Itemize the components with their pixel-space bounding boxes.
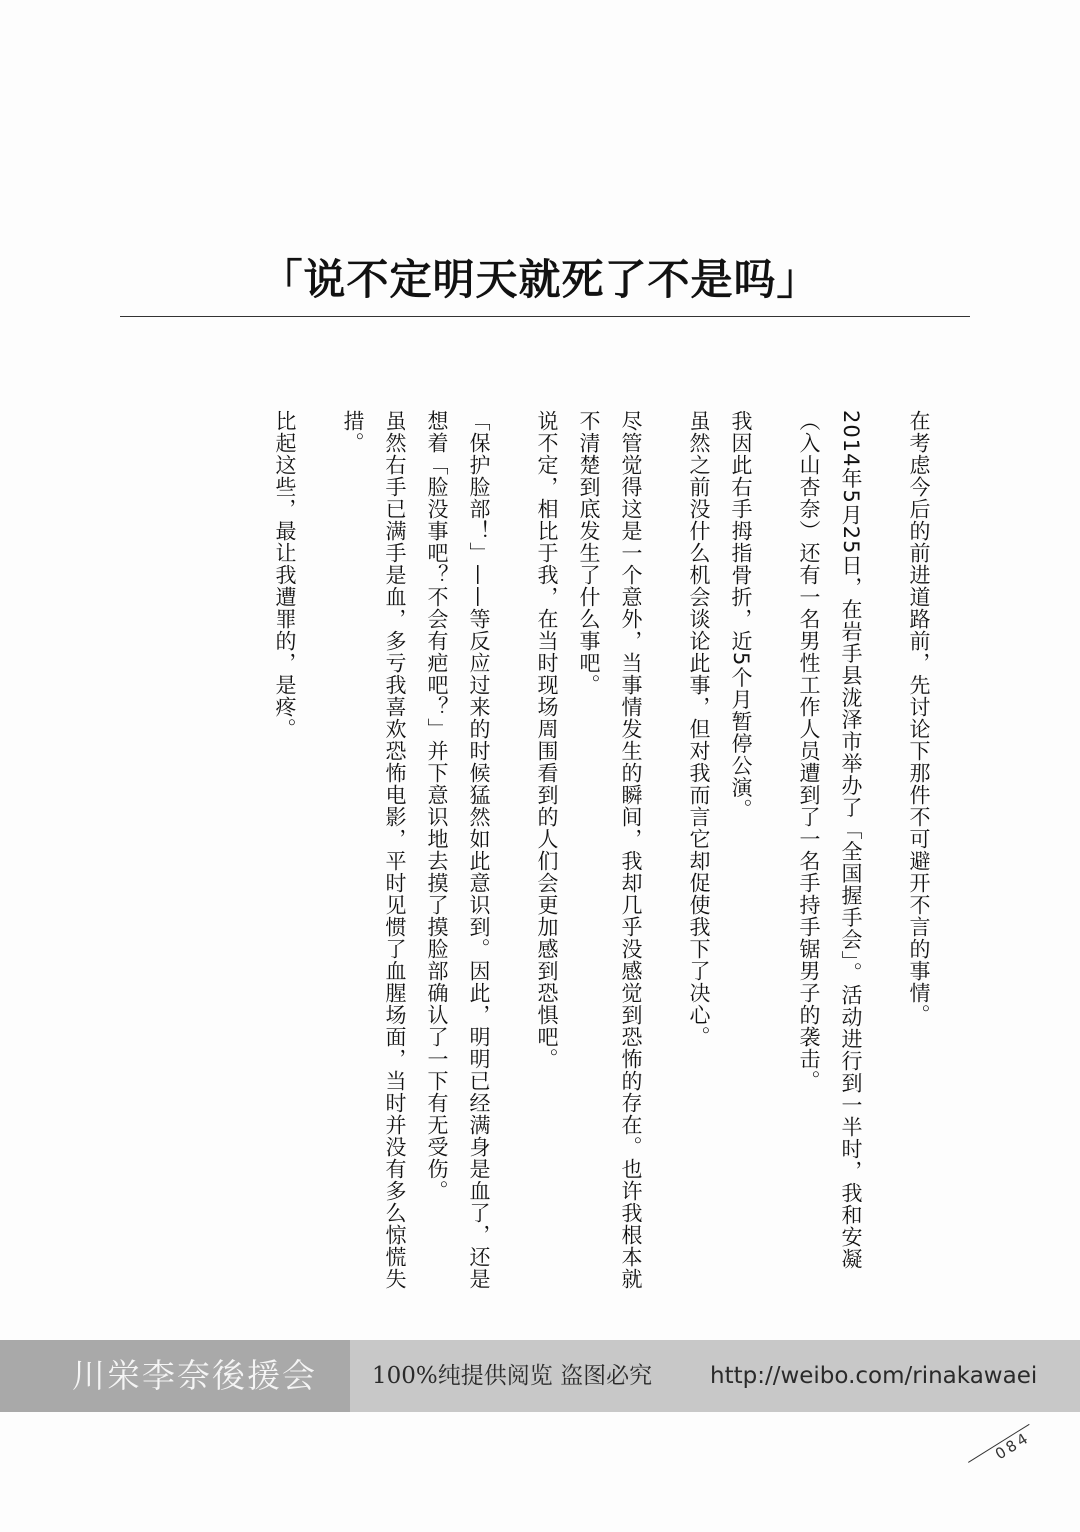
paragraph-6: 说不定，相比于我，在当时现场周围看到的人们会更加感到恐惧吧。 [535, 410, 559, 1070]
page-number: 084 [992, 1428, 1034, 1464]
paragraph-8: 虽然右手已满手是血，多亏我喜欢恐怖电影，平时见惯了血腥场面，当时并没有多么惊慌失措。 [341, 410, 407, 1290]
paragraph-2: 2014年5月25日，在岩手县泷泽市举办了「全国握手会」。活动进行到一半时，我和安凝（入山杏奈）还有一名男性工作人员遭到了一名手持手锯男子的袭击。 [797, 410, 863, 1271]
paragraph-5: 尽管觉得这是一个意外，当事情发生的瞬间，我却几乎没感觉到恐怖的存在。也许我根本就不清楚到底发生了什么事吧。 [577, 410, 643, 1290]
watermark-name-block [0, 1340, 350, 1412]
paragraph-1: 在考虑今后的前进道路前，先讨论下那件不可避开不言的事情。 [907, 410, 931, 1026]
paragraph-4: 虽然之前没什么机会谈论此事，但对我而言它却促使我下了决心。 [687, 410, 711, 1048]
paragraph-7: 「保护脸部！」——等反应过来的时候猛然如此意识到。因此，明明已经满身是血了，还是想着「脸没事吧？不会有疤吧？」并下意识地去摸了摸脸部确认了一下有无受伤。 [425, 410, 491, 1290]
vertical-body-text [150, 410, 940, 1310]
watermark-name: 川栄李奈後援会 [72, 1356, 317, 1395]
watermark-banner [0, 1340, 1080, 1412]
paragraph-9: 比起这些，最让我遭罪的，是疼。 [273, 410, 297, 740]
title-divider [120, 316, 970, 317]
watermark-notice: 100%纯提供阅览 盗图必究 [372, 1363, 653, 1389]
page-title: 「说不定明天就死了不是吗」 [260, 255, 820, 304]
paragraph-3: 我因此右手拇指骨折，近5个月暂停公演。 [729, 410, 753, 821]
watermark-url: http://weibo.com/rinakawaei [710, 1363, 1038, 1389]
